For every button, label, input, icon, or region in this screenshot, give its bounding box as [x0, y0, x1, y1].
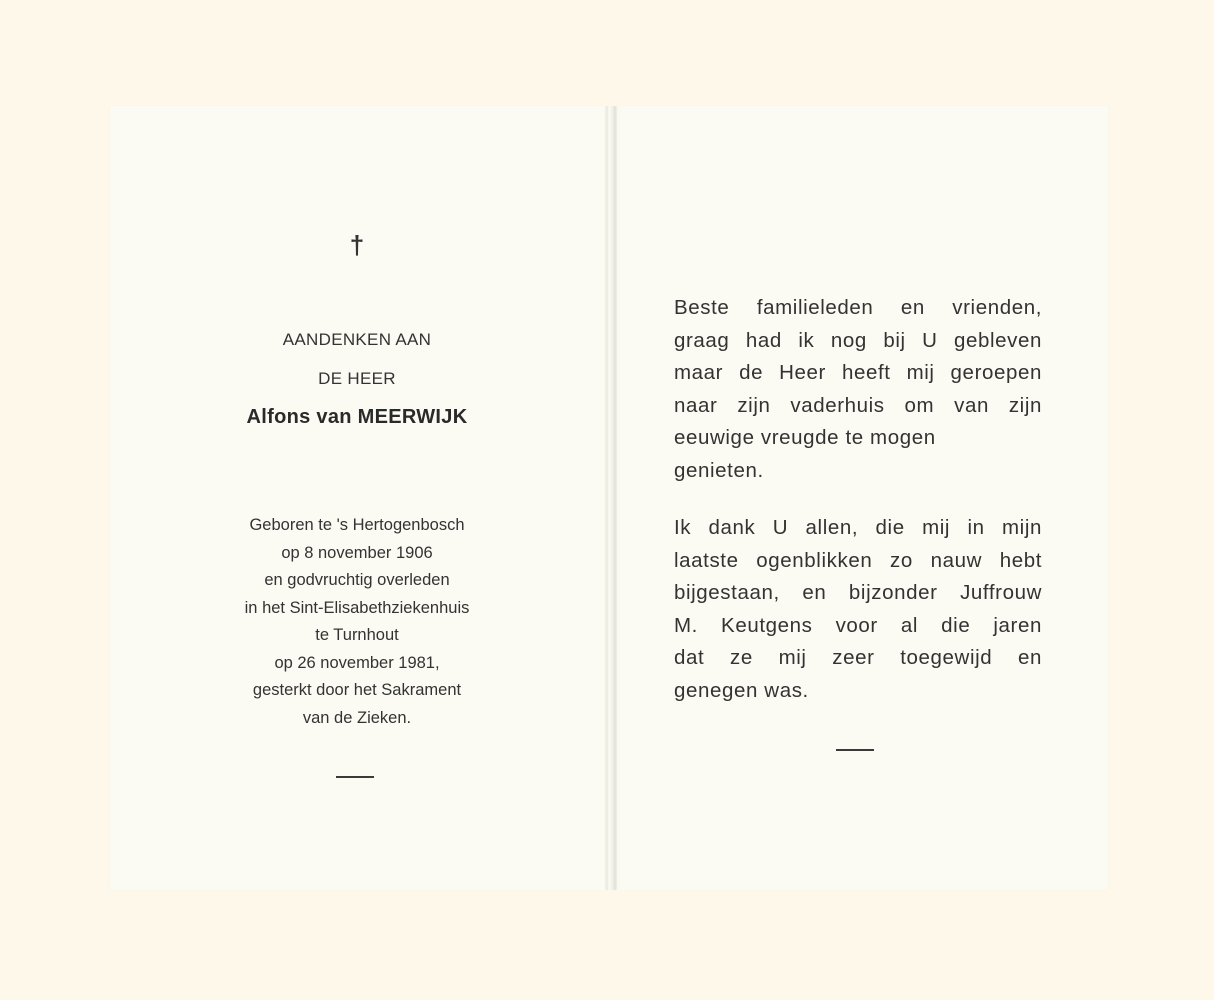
bio-line: Geboren te 's Hertogenbosch: [249, 516, 465, 534]
bio-line: op 26 november 1981,: [274, 653, 440, 672]
message-paragraph-2: [674, 512, 1042, 708]
biography: [110, 512, 604, 732]
message-line: M. Keutgens voor al die jaren: [674, 613, 1042, 637]
memorial-card-left: [110, 106, 604, 890]
message-line: laatste ogenblikken zo nauw hebt: [674, 548, 1042, 572]
bio-line: in het Sint-Elisabethziekenhuis: [244, 598, 470, 617]
bio-line: van de Zieken.: [302, 708, 412, 727]
message-line: genegen was.: [674, 678, 809, 702]
deceased-name: Alfons van MEERWIJK: [246, 406, 468, 428]
bio-line: te Turnhout: [315, 626, 399, 644]
bio-line: op 8 november 1906: [281, 543, 433, 562]
message-line: bijgestaan, en bijzonder Juffrouw: [674, 581, 1042, 605]
message-line: maar de Heer heeft mij geroepen: [674, 361, 1042, 385]
memorial-card-right: [620, 106, 1108, 890]
divider-line: [336, 776, 374, 778]
message-line: Ik dank U allen, die mij in mijn: [674, 516, 1042, 539]
bio-line: gesterkt door het Sakrament: [252, 681, 462, 699]
bio-line: en godvruchtig overleden: [264, 571, 450, 589]
cross-icon: †: [349, 230, 365, 260]
message-line: Beste familieleden en vrienden,: [674, 296, 1042, 319]
message-line: dat ze mij zeer toegewijd en: [674, 646, 1042, 670]
divider-line: [836, 749, 874, 751]
card-title: DE HEER: [318, 369, 396, 388]
card-heading: AANDENKEN AAN: [282, 330, 432, 349]
message-line: genieten.: [674, 458, 764, 482]
message-paragraph-1: [674, 292, 1042, 488]
message-line: naar zijn vaderhuis om van zijn: [674, 393, 1042, 417]
card-fold: [604, 106, 620, 890]
message-line: eeuwige vreugde te mogen: [674, 426, 936, 450]
message-line: graag had ik nog bij U gebleven: [674, 328, 1042, 352]
